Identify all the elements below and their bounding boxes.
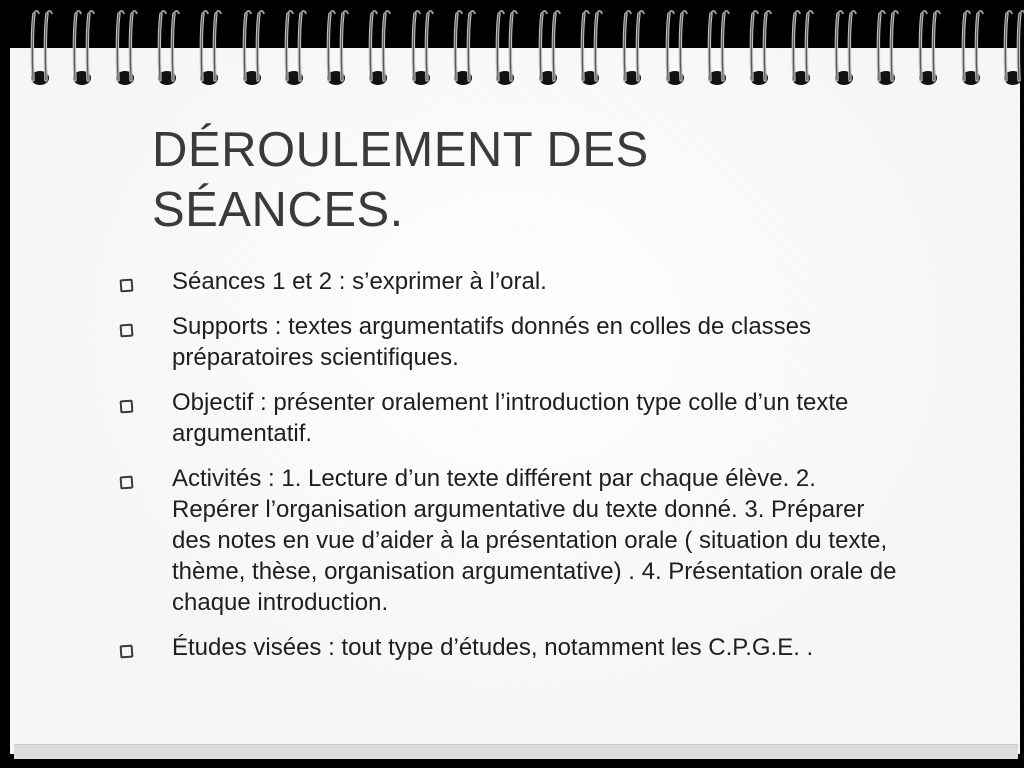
- bullet-item: [112, 311, 902, 373]
- bullet-item: [112, 266, 902, 297]
- spiral-ring-icon: [364, 8, 392, 96]
- spiral-ring-icon: [68, 8, 96, 96]
- spiral-ring-icon: [576, 8, 604, 96]
- spiral-ring-icon: [449, 8, 477, 96]
- spiral-ring-icon: [322, 8, 350, 96]
- bullet-list: [112, 266, 902, 663]
- spiral-ring-icon: [787, 8, 815, 96]
- spiral-ring-icon: [957, 8, 985, 96]
- slide-title: [152, 120, 912, 240]
- square-bullet-icon: [120, 324, 134, 338]
- bullet-text: Activités : 1. Lecture d’un texte différent par chaque élève. 2. Repérer l’organisation argumentative du texte donné. 3. Préparer des notes en vue d’aider à la présentation orale ( situation du texte, thème, thèse, organisation argumentative) . 4. Présentation orale de chaque introduction.: [172, 465, 897, 616]
- spiral-ring-icon: [745, 8, 773, 96]
- bullet-item: [112, 463, 902, 618]
- slide-title-line-1: DÉROULEMENT DES: [152, 123, 649, 177]
- spiral-ring-icon: [872, 8, 900, 96]
- spiral-ring-icon: [534, 8, 562, 96]
- spiral-ring-icon: [153, 8, 181, 96]
- bullet-text: Supports : textes argumentatifs donnés en colles de classes préparatoires scientifiques.: [172, 313, 812, 371]
- bullet-text: Objectif : présenter oralement l’introduction type colle d’un texte argumentatif.: [172, 389, 849, 447]
- bullet-item: [112, 387, 902, 449]
- spiral-ring-icon: [703, 8, 731, 96]
- square-bullet-icon: [120, 476, 134, 490]
- spiral-ring-icon: [111, 8, 139, 96]
- square-bullet-icon: [120, 645, 134, 659]
- bullet-text: Études visées : tout type d’études, notamment les C.P.G.E. .: [172, 634, 814, 661]
- spiral-ring-icon: [491, 8, 519, 96]
- spiral-ring-icon: [238, 8, 266, 96]
- spiral-binding: [0, 0, 1024, 96]
- page-edge: [14, 744, 1018, 759]
- spiral-ring-icon: [661, 8, 689, 96]
- spiral-ring-icon: [195, 8, 223, 96]
- spiral-ring-icon: [999, 8, 1024, 96]
- bullet-text: Séances 1 et 2 : s’exprimer à l’oral.: [172, 268, 547, 295]
- bullet-item: [112, 632, 902, 663]
- spiral-ring-icon: [407, 8, 435, 96]
- slide-title-line-2: SÉANCES.: [152, 183, 404, 237]
- spiral-ring-icon: [26, 8, 54, 96]
- square-bullet-icon: [120, 400, 134, 414]
- spiral-ring-icon: [618, 8, 646, 96]
- spiral-ring-icon: [280, 8, 308, 96]
- spiral-ring-icon: [914, 8, 942, 96]
- spiral-ring-icon: [830, 8, 858, 96]
- square-bullet-icon: [120, 279, 134, 293]
